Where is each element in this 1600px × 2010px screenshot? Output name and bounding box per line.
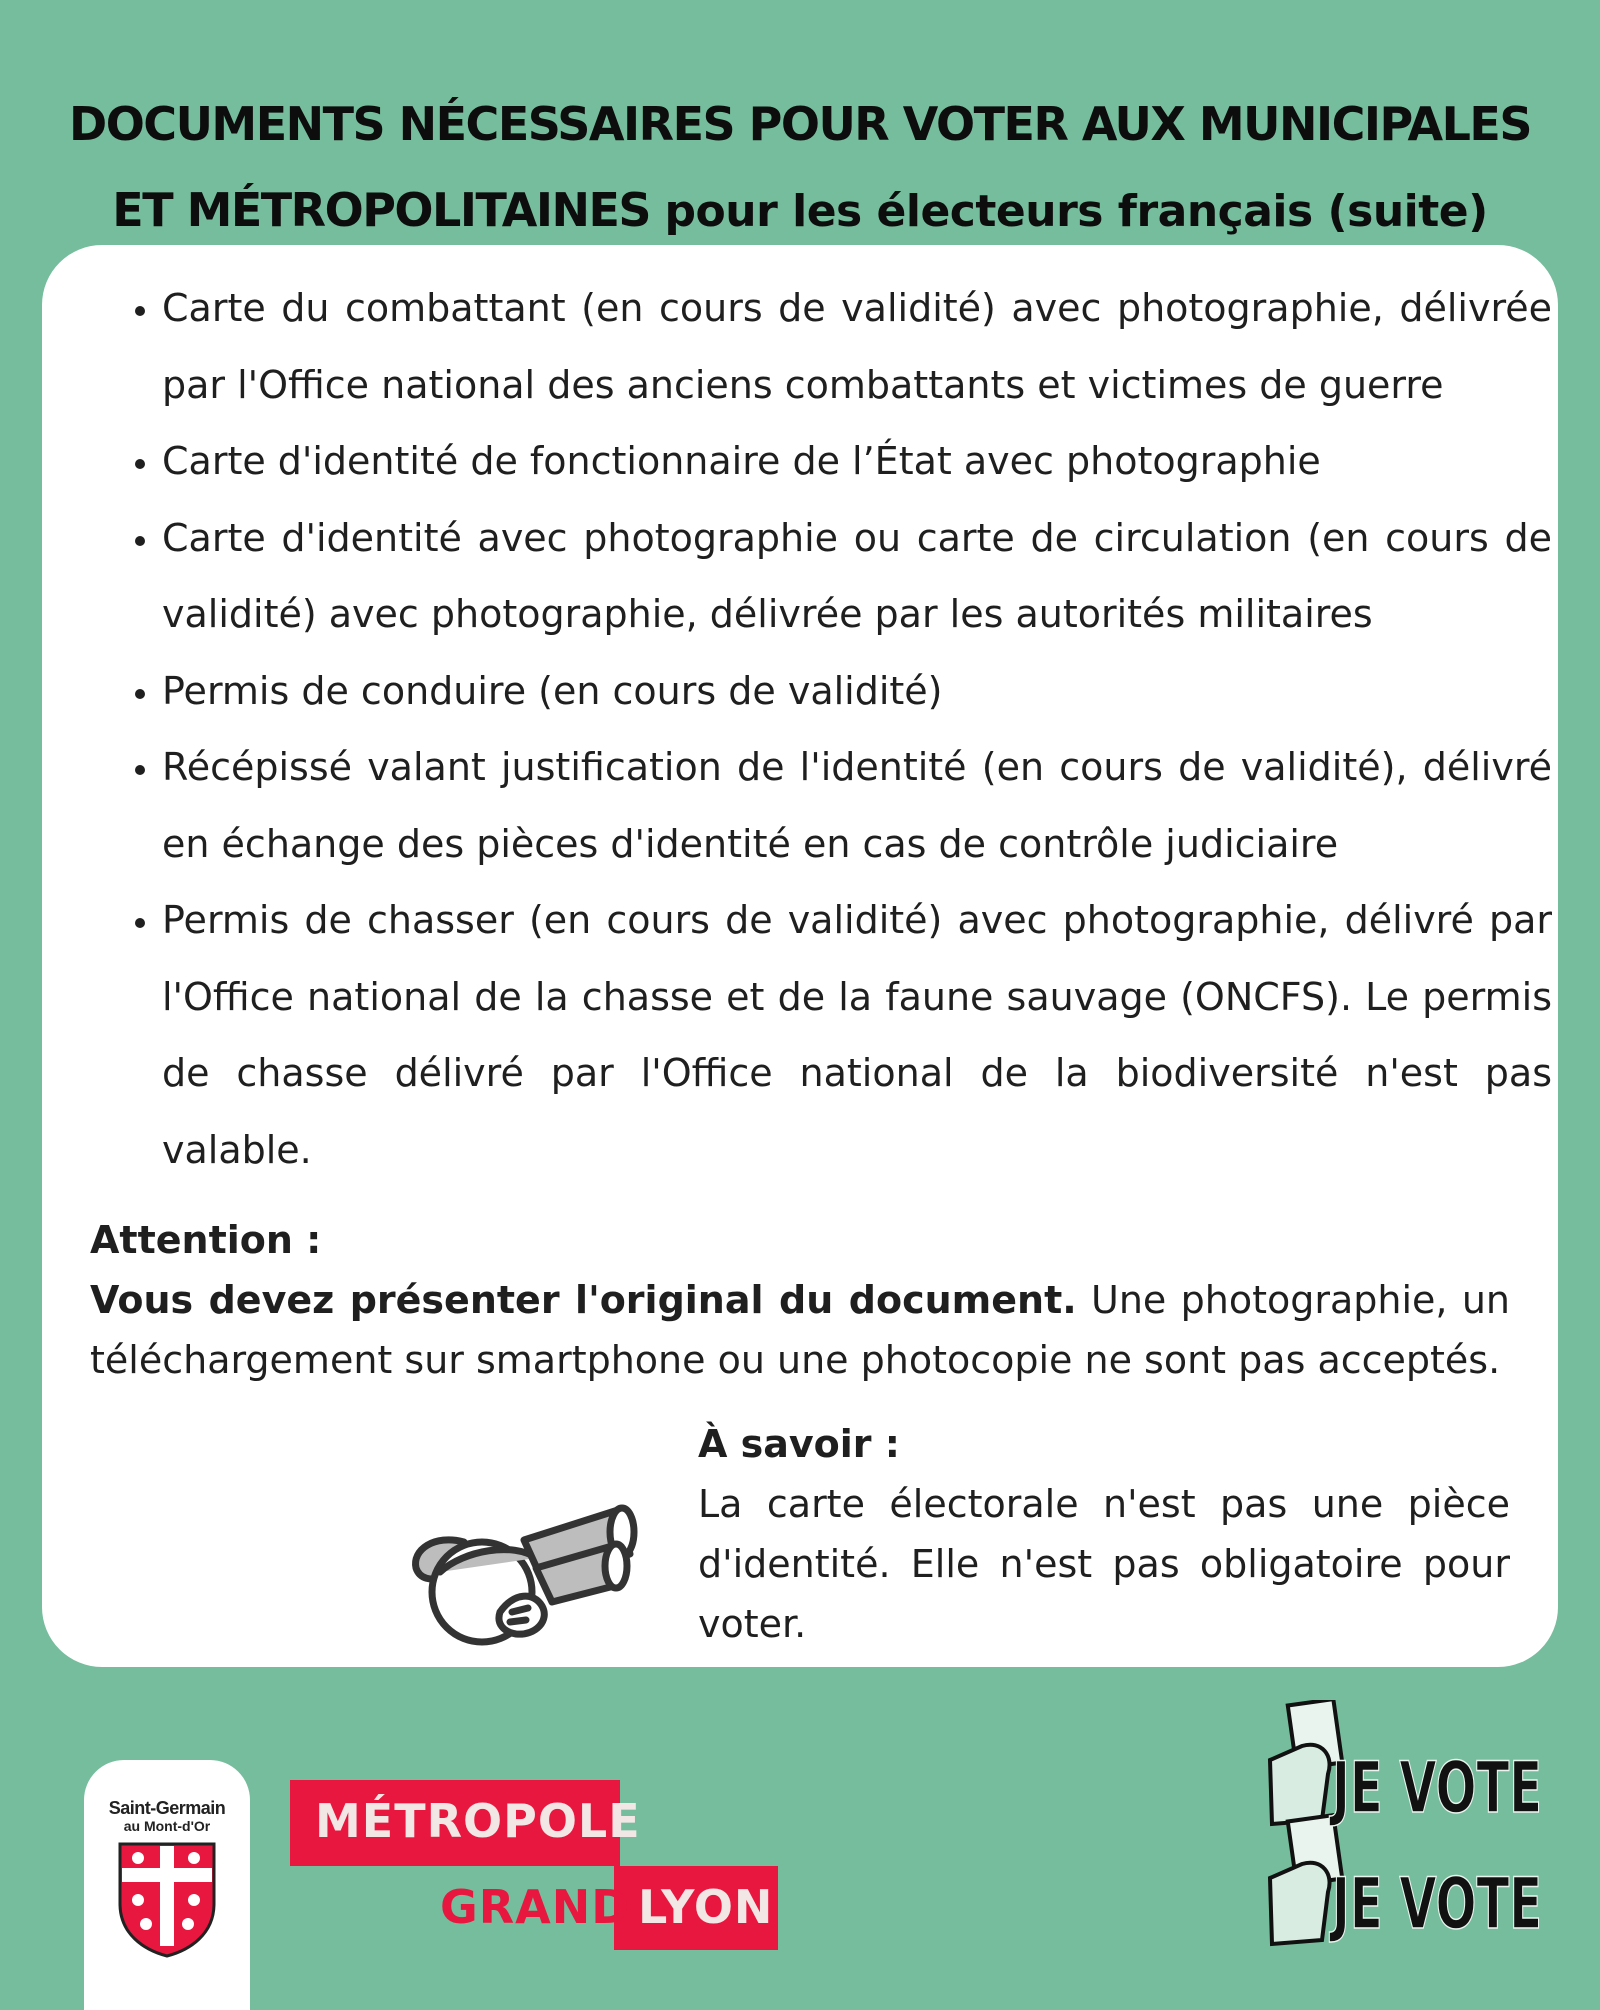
list-item: • Carte d'identité avec photographie ou carte de circulation (en cours de validité) avec photographie, délivrée par les autorités militaires: [162, 500, 1552, 653]
binoculars-icon: [404, 1480, 644, 1650]
savoir-text: La carte électorale n'est pas une pièce d'identité. Elle n'est pas obligatoire pour voter.: [698, 1482, 1510, 1646]
grand-label: GRAND: [440, 1880, 631, 1934]
title-line-2-bold: ET MÉTROPOLITAINES: [112, 183, 651, 238]
list-item: • Permis de chasser (en cours de validité) avec photographie, délivré par l'Office national de la chasse et de la faune sauvage (ONCFS). Le permis de chasse délivré par l'Office national de la biodiversité n'est pas valable.: [162, 882, 1552, 1188]
savoir-block: [698, 1414, 1510, 1654]
attention-bold-text: Vous devez présenter l'original du document.: [90, 1278, 1077, 1322]
title-line-1: DOCUMENTS NÉCESSAIRES POUR VOTER AUX MUNICIPALES: [69, 97, 1531, 152]
list-item: • Carte du combattant (en cours de validité) avec photographie, délivrée par l'Office national des anciens combattants et victimes de guerre: [162, 270, 1552, 423]
commune-logo: [84, 1760, 250, 2010]
documents-list: [120, 270, 1552, 1188]
attention-text: Une photographie, un téléchargement sur smartphone ou une photocopie ne sont pas acceptés.: [90, 1278, 1510, 1382]
list-item: • Carte d'identité de fonctionnaire de l’État avec photographie: [162, 423, 1552, 500]
attention-heading: Attention :: [90, 1218, 322, 1262]
je-vote-line-1: JE VOTE: [1329, 1747, 1542, 1829]
savoir-heading: À savoir :: [698, 1422, 900, 1466]
list-item: • Permis de conduire (en cours de validité): [162, 653, 1552, 730]
commune-name-line-1: Saint-Germain: [108, 1798, 226, 1818]
page-title: [0, 81, 1600, 258]
attention-block: [90, 1210, 1510, 1390]
je-vote-line-2: JE VOTE: [1329, 1863, 1542, 1945]
lyon-label: LYON: [638, 1880, 774, 1934]
title-line-2-rest: pour les électeurs français (suite): [664, 186, 1488, 238]
metropole-label: MÉTROPOLE: [315, 1794, 641, 1848]
commune-name-line-2: au Mont-d'Or: [123, 1818, 211, 1834]
coat-of-arms-icon: [116, 1840, 218, 1958]
list-item: • Récépissé valant justification de l'identité (en cours de validité), délivré en échange des pièces d'identité en cas de contrôle judiciaire: [162, 729, 1552, 882]
title-line-2: [112, 183, 1487, 237]
je-vote-logo: [1262, 1700, 1552, 1950]
